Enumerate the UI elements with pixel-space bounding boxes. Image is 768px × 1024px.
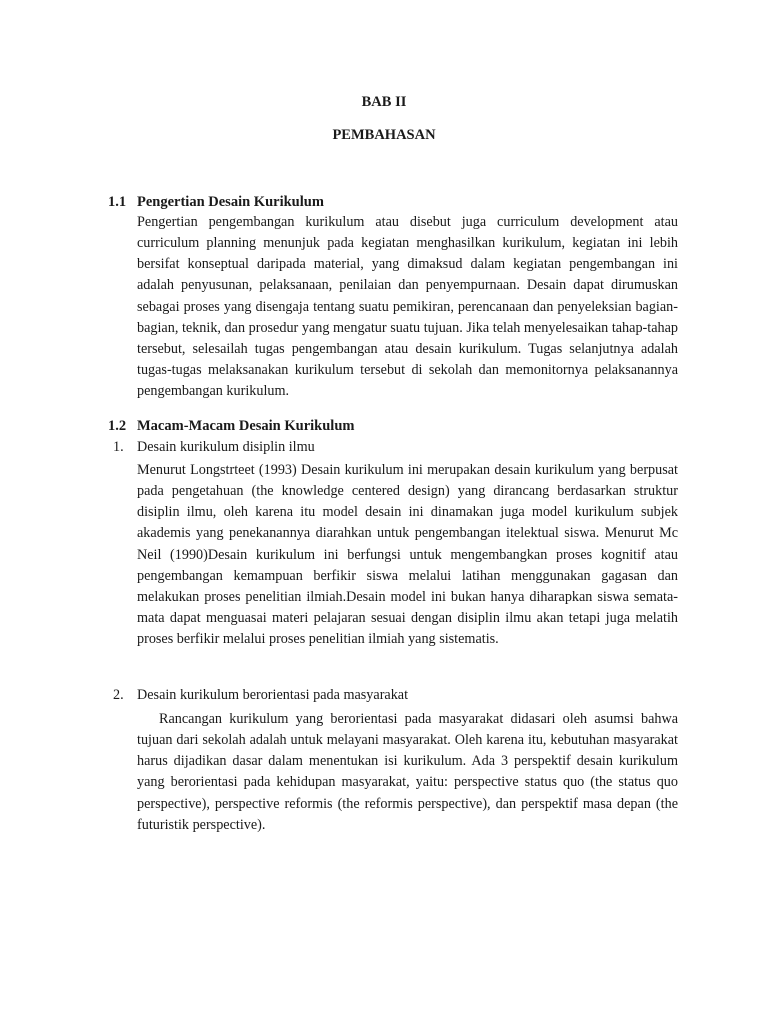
list-item-2-paragraph: Rancangan kurikulum yang berorientasi pada masyarakat didasari oleh asumsi bahwa tujuan dari sekolah adalah untuk melayani masyarakat. Oleh karena itu, kebutuhan masyarakat harus dijadikan dasar dalam menentukan isi kurikulum. Ada 3 perspektif desain kurikulum yang berorientasi pada kehidupan masyarakat, yaitu: perspective status quo (the status quo perspective), perspective reformis (the reformis perspective), dan perspektif masa depan (the futuristik perspective). <box>137 711 678 833</box>
section-number: 1.2 <box>108 418 127 434</box>
section-1-1-paragraph: Pengertian pengembangan kurikulum atau disebut juga curriculum development atau curriculum planning menunjuk pada kegiatan menghasilkan kurikulum, kegiatan ini lebih bersifat konseptual daripada material, yang dimaksud dalam kegiatan pengembangan ini adalah penyusunan, pelaksanaan, penilaian dan penyempurnaan. Desain dapat dirumuskan sebagai proses yang disengaja tentang suatu pemikiran, perencanaan dan penyeleksian bagian-bagian, teknik, dan prosedur yang mengatur suatu tujuan. Jika telah menyelesaikan tahap-tahap tersebut, selesailah tugas pengembangan atau desain kurikulum. Tugas selanjutnya adalah tugas-tugas melaksanakan kurikulum tersebut di sekolah dan memonitornya pelaksanannya pengembangan kurikulum. <box>137 214 678 400</box>
list-item-number: 1. <box>113 439 124 455</box>
section-heading-1-2 <box>108 418 354 435</box>
list-item-title: Desain kurikulum berorientasi pada masyarakat <box>137 687 409 703</box>
list-item-1-paragraph: Menurut Longstrteet (1993) Desain kurikulum ini merupakan desain kurikulum yang berpusat pada pengetahuan (the knowledge centered design) yang dirancang berdasarkan struktur disiplin ilmu, oleh karena itu model desain ini dinamakan juga model kurikulum subjek akademis yang penekanannya diarahkan untuk pengembangan itelektual siswa. Menurut Mc Neil (1990)Desain kurikulum ini berfungsi untuk mengembangkan proses kognitif atau pengembangan kemampuan berfikir siswa melalui latihan menggunakan gagasan dan melakukan proses penelitian ilmiah.Desain model ini bukan hanya diharapkan siswa semata-mata dapat menguasai materi pelajaran sesuai dengan disiplin ilmu akan tetapi juga melatih proses berfikir melalui proses penelitian ilmiah yang sistematis. <box>137 462 678 648</box>
list-item-title: Desain kurikulum disiplin ilmu <box>137 439 315 455</box>
chapter-number: BAB II <box>361 94 407 110</box>
chapter-title: PEMBAHASAN <box>332 127 436 143</box>
section-heading-1-1 <box>108 194 324 211</box>
list-item-1-title <box>113 439 315 456</box>
list-item-number: 2. <box>113 687 124 703</box>
section-number: 1.1 <box>108 194 127 210</box>
section-title: Macam-Macam Desain Kurikulum <box>137 418 355 434</box>
list-item-2-title <box>113 687 408 704</box>
section-title: Pengertian Desain Kurikulum <box>137 194 324 210</box>
